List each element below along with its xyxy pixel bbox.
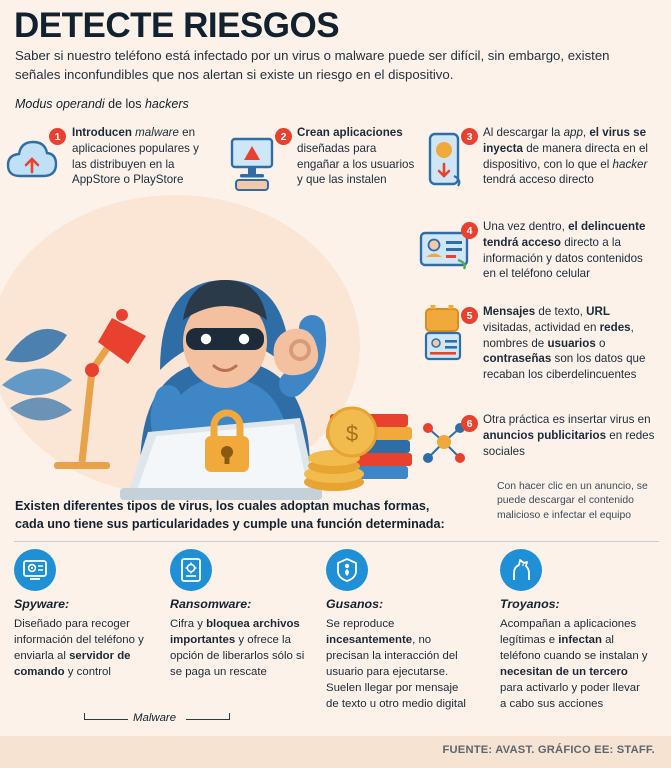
spyware-screen-eye-icon <box>14 549 56 591</box>
middle-paragraph: Existen diferentes tipos de virus, los cuales adoptan muchas formas, cada uno tiene sus particularidades y cumple una función determinada: <box>15 499 445 531</box>
cloud-upload-icon <box>6 140 58 186</box>
brace-right <box>186 719 230 720</box>
trojan-horse-icon <box>500 549 542 591</box>
phone-download-icon <box>424 132 464 192</box>
step-number-1: 1 <box>49 128 66 145</box>
brace-left <box>84 719 128 720</box>
page-subtitle: Saber si nuestro teléfono está infectado por un virus o malware puede ser difícil, sin embargo, existen señales inconfundibles que nos alertan si existe un riesgo en el dispositivo. <box>15 48 610 83</box>
brace-tick-right <box>229 713 230 720</box>
type-caption-spyware: Spyware: <box>14 597 70 611</box>
type-caption-troyanos: Troyanos: <box>500 597 560 611</box>
step-text-2: Crean aplicaciones diseñadas para engañar a los usuarios y que las instalen <box>297 126 415 187</box>
monitor-warning-icon <box>228 135 276 193</box>
brace-tick-left <box>84 713 85 720</box>
section-label <box>15 97 189 111</box>
type-body-gusanos: Se reproduce incesantemente, no precisan la interacción del usuario para ejecutarse. Suelen llegar por mensaje de texto u otro medio digital <box>326 618 466 710</box>
step-text-6: Otra práctica es insertar virus en anuncios publicitarios en redes sociales <box>483 413 655 458</box>
type-caption-ransomware: Ransomware: <box>170 597 252 611</box>
step-note-6: Con hacer clic en un anuncio, se puede descargar el contenido malicioso e infectar el equipo <box>497 481 648 521</box>
brace-label: Malware <box>133 712 177 724</box>
step-text-3: Al descargar la app, el virus se inyecta de manera directa en el dispositivo, con lo que el hacker tendrá acceso directo <box>483 126 648 187</box>
type-body-ransomware: Cifra y bloquea archivos importantes y ofrece la opción de liberarlos sólo si se paga un rescate <box>170 618 305 678</box>
section-divider <box>14 541 659 542</box>
type-column-spyware <box>14 549 162 681</box>
page-title: DETECTE RIESGOS <box>14 6 340 45</box>
step-text-5: Mensajes de texto, URL visitadas, actividad en redes, nombres de usuarios o contraseñas son los datos que recaban los ciberdelincuentes <box>483 305 646 382</box>
footer-source: FUENTE: AVAST. GRÁFICO EE: STAFF. <box>442 744 655 756</box>
type-column-ransomware <box>170 549 318 681</box>
step-number-5: 5 <box>461 307 478 324</box>
step-number-3: 3 <box>461 128 478 145</box>
ransomware-lock-gear-icon <box>170 549 212 591</box>
ok-hand <box>274 329 319 376</box>
type-column-gusanos <box>326 549 474 713</box>
hacker-illustration <box>0 170 460 500</box>
step-text-4: Una vez dentro, el delincuente tendrá acceso directo a la información y datos contenidos en el teléfono celular <box>483 220 646 281</box>
svg-text:$: $ <box>345 421 359 446</box>
step-number-4: 4 <box>461 222 478 239</box>
worm-shield-icon <box>326 549 368 591</box>
section-label-text: Modus operandi de los hackers <box>15 97 189 111</box>
step-number-2: 2 <box>275 128 292 145</box>
type-body-troyanos: Acompañan a aplicaciones legítimas e infectan al teléfono cuando se instalan y necesitan de un tercero para activarlo y poder llevar a cabo sus acciones <box>500 618 648 710</box>
type-column-troyanos <box>500 549 648 713</box>
step-number-6: 6 <box>461 415 478 432</box>
step-text-1: Introducen malware en aplicaciones populares y las distribuyen en la AppStore o PlayStore <box>72 126 199 187</box>
type-caption-gusanos: Gusanos: <box>326 597 384 611</box>
type-body-spyware: Diseñado para recoger información del teléfono y enviarla al servidor de comando y control <box>14 618 144 678</box>
